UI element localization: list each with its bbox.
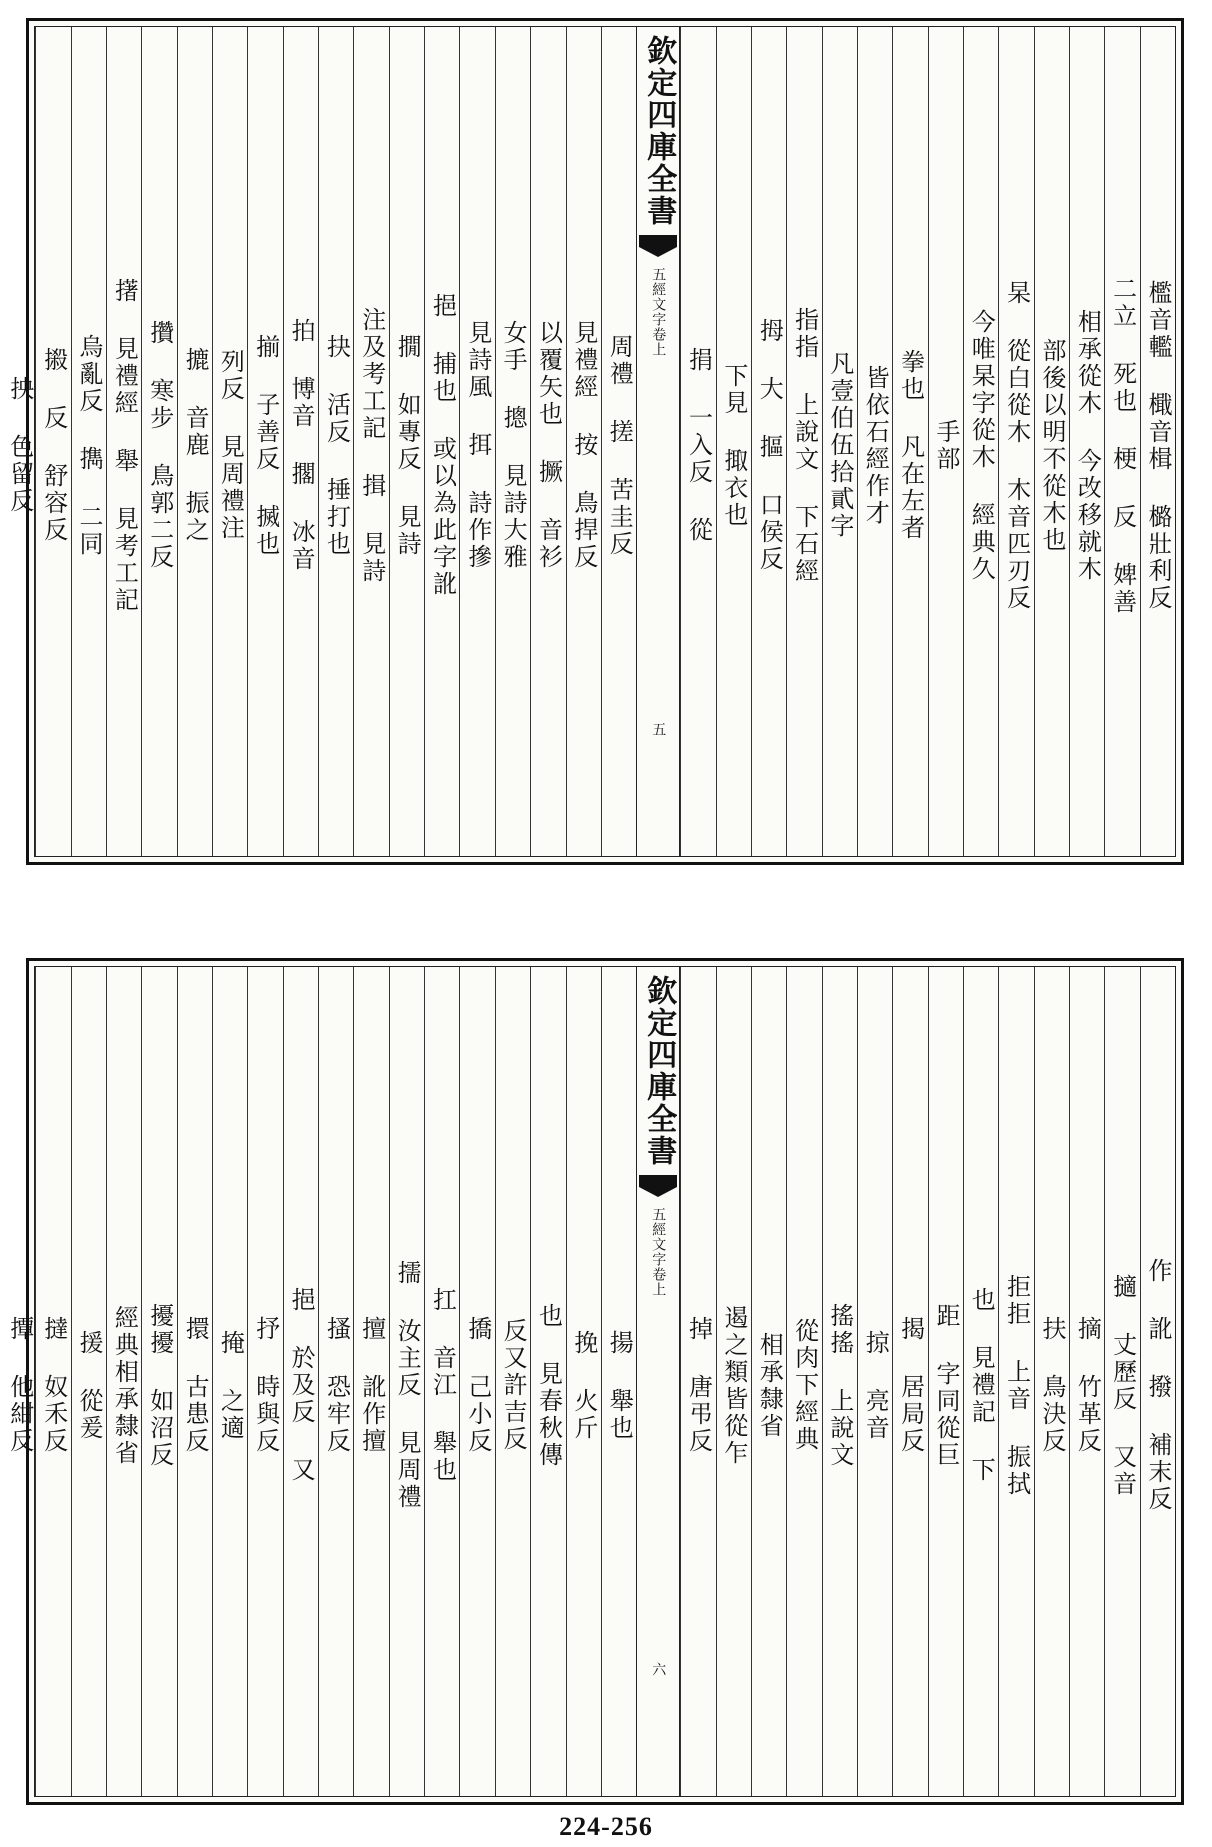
column-text: 女手 摠 見詩大雅	[499, 320, 528, 571]
text-column	[716, 27, 751, 856]
column-text: 作 訛 撥 補末反	[1144, 1258, 1172, 1513]
column-text: 抒 時與反	[251, 1316, 280, 1455]
text-column	[786, 967, 821, 1796]
column-text: 搖搖 上說文	[825, 1302, 854, 1469]
text-column	[106, 27, 141, 856]
column-text: 距 字同從巨	[931, 1302, 960, 1469]
text-column	[963, 27, 998, 856]
text-column	[680, 27, 715, 856]
column-text: 部後以明不從木也	[1037, 337, 1066, 554]
column-text: 揃 子善反 搣也	[251, 333, 280, 558]
page-panel-upper	[5, 18, 1184, 865]
text-column	[822, 967, 857, 1796]
text-column	[212, 27, 247, 856]
text-column	[998, 967, 1033, 1796]
text-column	[459, 967, 494, 1796]
text-column	[751, 27, 786, 856]
column-text: 拍 博音 擱 冰音	[287, 318, 316, 573]
text-column	[928, 967, 963, 1796]
column-text: 摋 反 舒容反	[39, 347, 68, 544]
text-column	[5, 27, 70, 856]
column-text: 皆依石經作才	[861, 364, 890, 527]
text-column	[177, 27, 212, 856]
column-text: 撢 他紺反	[5, 1316, 34, 1455]
text-column	[751, 967, 786, 1796]
column-text: 拒拒 上音 振拭	[1002, 1273, 1031, 1498]
text-column	[1140, 967, 1175, 1796]
column-text: 撟 己小反	[463, 1316, 492, 1455]
text-column	[459, 27, 494, 856]
column-text: 擐 古患反	[181, 1316, 210, 1455]
column-text: 以覆矢也 撅 音衫	[534, 320, 563, 571]
text-column	[601, 967, 636, 1796]
column-text: 遏之類皆從乍	[719, 1304, 748, 1467]
column-text: 凡壹伯伍拾貳字	[825, 351, 854, 540]
column-text: 撊 如專反 見詩	[393, 333, 422, 558]
column-text: 扶 鳥決反	[1037, 1316, 1066, 1455]
text-column	[106, 967, 141, 1796]
column-text: 撻 奴禾反	[39, 1316, 68, 1455]
text-column	[247, 27, 282, 856]
column-text: 列反 見周禮注	[216, 349, 245, 542]
column-text: 從肉下經典	[790, 1318, 819, 1453]
text-column	[892, 967, 927, 1796]
column-text: 檻音轞 檝音楫 㯝壯利反	[1144, 279, 1172, 612]
text-column	[530, 967, 565, 1796]
text-column	[424, 27, 459, 856]
column-text: 下見 掫衣也	[719, 362, 748, 529]
column-text: 手部	[931, 418, 960, 473]
text-column	[1034, 27, 1069, 856]
text-column	[1104, 967, 1139, 1796]
column-text: 掉 唐弔反	[684, 1316, 713, 1455]
column-text	[0, 363, 3, 529]
text-column	[998, 27, 1033, 856]
column-text: 挹 捕也 或以為此字訛	[428, 293, 457, 598]
text-column	[822, 27, 857, 856]
column-text: 搔 恐牢反	[322, 1316, 351, 1455]
column-text: 相承隸省	[755, 1331, 784, 1440]
text-column	[857, 967, 892, 1796]
column-text: 揭 居局反	[896, 1316, 925, 1455]
column-text: 拳也 凡在左者	[896, 349, 925, 542]
column-text: 援 從爰	[75, 1329, 104, 1442]
column-text: 周禮 搓 苦圭反	[605, 333, 634, 558]
text-column	[786, 27, 821, 856]
text-column	[247, 967, 282, 1796]
column-text: 烏亂反 擕 二同	[75, 333, 104, 558]
column-text: 擿 丈歷反 又音	[1108, 1273, 1137, 1498]
text-column	[424, 967, 459, 1796]
text-column	[1069, 967, 1104, 1796]
column-text: 挽 火斤	[569, 1329, 598, 1442]
column-text: 也 見禮記 下	[967, 1287, 996, 1484]
text-column	[177, 967, 212, 1796]
chapter-title: 五經文字	[650, 1207, 667, 1267]
book-title: 欽定四庫全書	[641, 975, 677, 1167]
column-text: 擾擾 如沼反	[145, 1302, 174, 1469]
column-text: 也 見春秋傳	[534, 1302, 563, 1469]
text-column	[601, 27, 636, 856]
column-text: 掩 之適	[216, 1329, 245, 1442]
column-text: 抰 色留反	[5, 376, 34, 515]
column-text: 擅 訛作擅	[357, 1316, 386, 1455]
text-column	[566, 967, 601, 1796]
fish-tail-mark	[639, 235, 677, 257]
text-columns-upper	[5, 27, 1175, 856]
text-column	[963, 967, 998, 1796]
leaf-number: 六	[650, 1662, 667, 1676]
text-column	[680, 967, 715, 1796]
text-column	[1104, 27, 1139, 856]
column-text: 反又許吉反	[499, 1318, 528, 1453]
book-title: 欽定四庫全書	[641, 35, 677, 227]
column-text: 摝 音鹿 振之	[181, 347, 210, 544]
column-text: 見詩風 挕 詩作摻	[463, 320, 492, 571]
column-text: 掠 亮音	[861, 1329, 890, 1442]
text-column	[212, 967, 247, 1796]
footer-page-number: 224-256	[559, 1812, 653, 1841]
column-text: 經典相承隸省	[110, 1304, 139, 1467]
column-text: 注及考工記 揖 見詩	[357, 306, 386, 585]
column-text: 扛 音江 舉也	[428, 1287, 457, 1484]
text-column	[566, 27, 601, 856]
text-column	[389, 967, 424, 1796]
chapter-title: 五經文字	[650, 267, 667, 327]
text-columns-lower	[5, 967, 1175, 1796]
text-column	[892, 27, 927, 856]
text-column	[530, 27, 565, 856]
text-column	[283, 967, 318, 1796]
column-text: 杲 從白從木 木音匹刃反	[1002, 279, 1031, 612]
text-column	[353, 967, 388, 1796]
center-fold-column	[636, 27, 680, 856]
column-text: 抉 活反 捶打也	[322, 333, 351, 558]
text-column	[857, 27, 892, 856]
volume-label: 卷上	[650, 327, 667, 357]
text-column	[283, 27, 318, 856]
column-text: 挹 於及反 又	[287, 1287, 316, 1484]
text-column	[71, 27, 106, 856]
column-text: 指指 上說文 下石經	[790, 306, 819, 585]
text-column	[318, 967, 353, 1796]
volume-label: 卷上	[650, 1267, 667, 1297]
column-text: 擆 見禮經 舉 見考工記	[110, 277, 139, 614]
text-column	[389, 27, 424, 856]
page-panel-lower	[5, 958, 1184, 1805]
column-text: 二立 死也 梗 反 婢善	[1108, 275, 1137, 616]
text-column	[928, 27, 963, 856]
text-column	[716, 967, 751, 1796]
column-text: 揚 舉也	[605, 1329, 634, 1442]
text-column	[71, 967, 106, 1796]
column-text: 見禮經 按 鳥捍反	[569, 320, 598, 571]
column-text: 相承從木 今改移就木	[1073, 308, 1102, 583]
column-text: 拇 大 摳 口侯反	[755, 318, 784, 573]
leaf-number: 五	[650, 722, 667, 736]
text-column	[141, 27, 176, 856]
text-column	[495, 27, 530, 856]
column-text: 攢 寒步 鳥郭二反	[145, 320, 174, 571]
text-column	[495, 967, 530, 1796]
text-column	[1034, 967, 1069, 1796]
center-fold-column	[636, 967, 680, 1796]
column-text: 擩 汝主反 見周禮	[393, 1260, 422, 1511]
column-text	[0, 1316, 3, 1455]
text-column	[318, 27, 353, 856]
column-text: 今唯杲字從木 經典久	[967, 308, 996, 583]
column-text: 摘 竹革反	[1073, 1316, 1102, 1455]
text-column	[1140, 27, 1175, 856]
text-column	[1069, 27, 1104, 856]
fish-tail-mark	[639, 1175, 677, 1197]
text-column	[141, 967, 176, 1796]
column-text: 捐 一入反 從	[684, 347, 713, 544]
text-column	[5, 967, 70, 1796]
text-column	[353, 27, 388, 856]
